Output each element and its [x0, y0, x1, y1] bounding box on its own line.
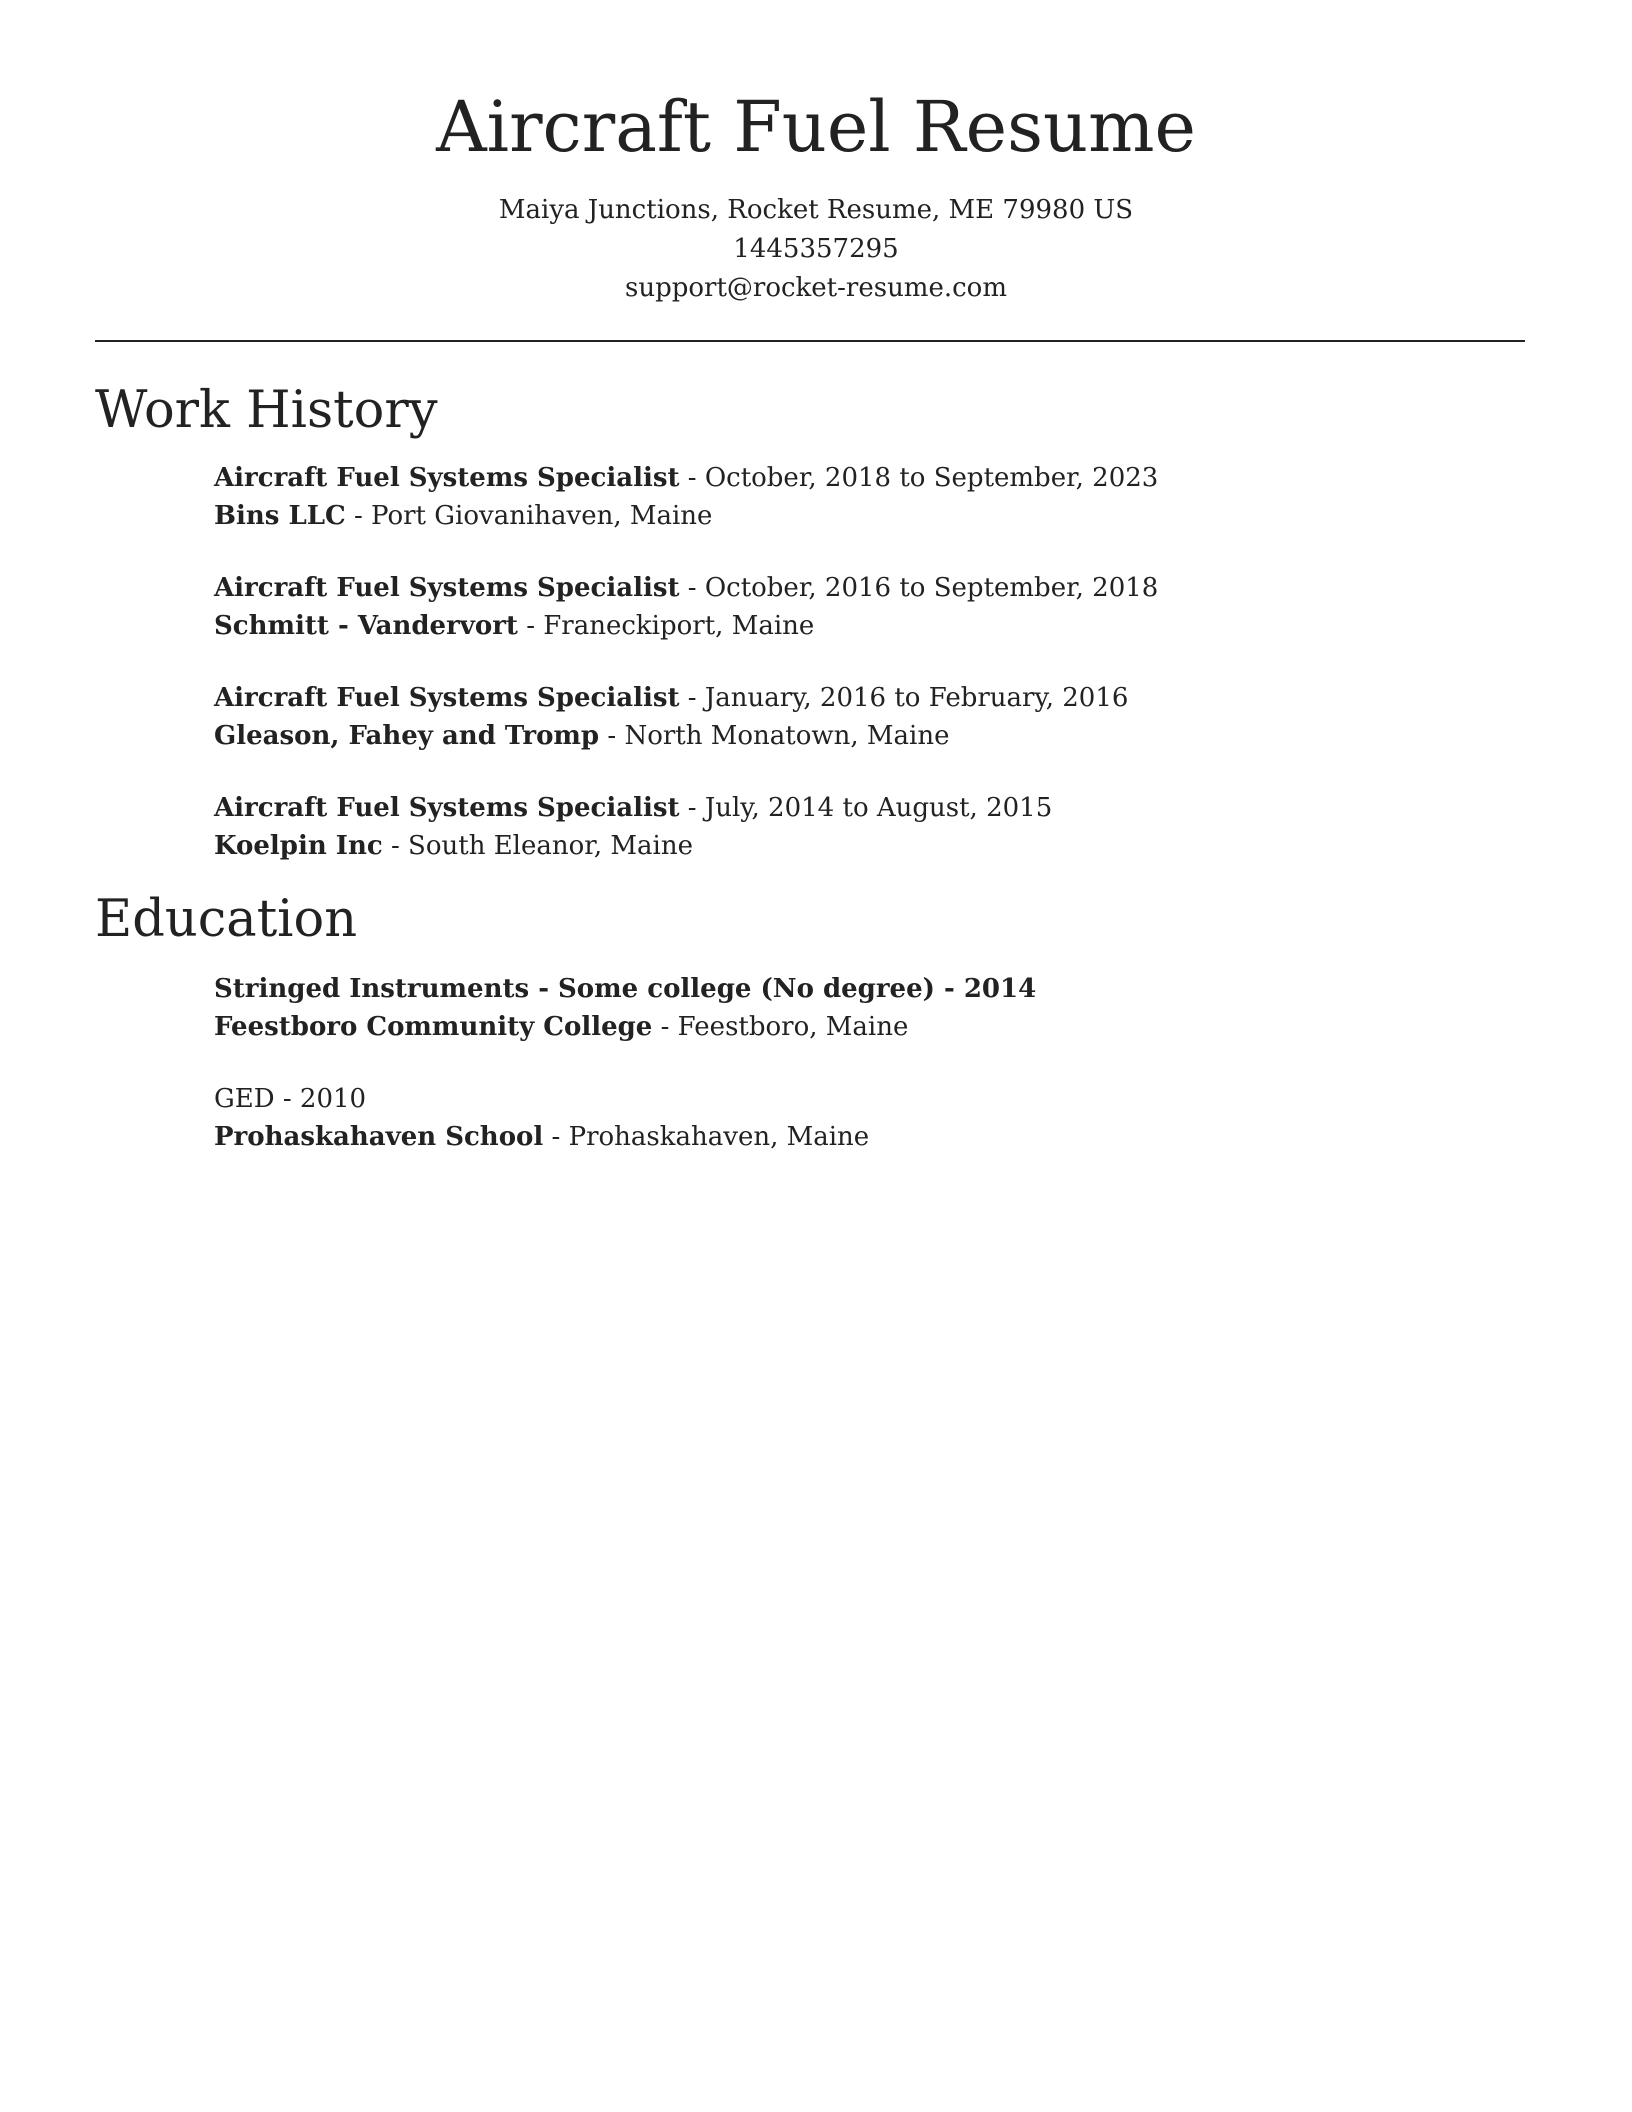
school-location: Feestboro, Maine	[677, 1012, 909, 1042]
school-location: Prohaskahaven, Maine	[568, 1122, 870, 1152]
degree-line: GED - 2010	[214, 1084, 367, 1114]
company-name: Gleason, Fahey and Tromp	[214, 721, 600, 751]
job-dates: October, 2016 to September, 2018	[704, 573, 1159, 603]
company-name: Koelpin Inc	[214, 831, 383, 861]
job-title: Aircraft Fuel Systems Specialist	[214, 573, 680, 603]
job-location: South Eleanor, Maine	[408, 831, 693, 861]
resume-title: Aircraft Fuel Resume	[436, 86, 1196, 168]
work-entry: Aircraft Fuel Systems Specialist - January, 2016 to February, 2016 Gleason, Fahey and Tromp - North Monatown, Maine	[214, 683, 1129, 751]
job-location: Port Giovanihaven, Maine	[371, 501, 713, 531]
phone: 1445357295	[733, 234, 899, 264]
work-entry: Aircraft Fuel Systems Specialist - July, 2014 to August, 2015 Koelpin Inc - South Eleanor, Maine	[214, 793, 1053, 861]
education-entry: Stringed Instruments - Some college (No degree) - 2014 Feestboro Community College - Feestboro, Maine	[214, 970, 1036, 1046]
job-title: Aircraft Fuel Systems Specialist	[214, 683, 680, 713]
contact-info	[0, 191, 1632, 308]
school-name: Feestboro Community College	[214, 1012, 653, 1042]
job-title: Aircraft Fuel Systems Specialist	[214, 793, 680, 823]
school-name: Prohaskahaven School	[214, 1122, 544, 1152]
degree-line: Stringed Instruments - Some college (No degree) - 2014	[214, 974, 1037, 1004]
company-name: Schmitt - Vandervort	[214, 611, 518, 641]
work-entry: Aircraft Fuel Systems Specialist - October, 2018 to September, 2023 Bins LLC - Port Giovanihaven, Maine	[214, 463, 1159, 531]
education-entry: GED - 2010 Prohaskahaven School - Prohaskahaven, Maine	[214, 1080, 869, 1156]
job-dates: October, 2018 to September, 2023	[704, 463, 1159, 493]
address: Maiya Junctions, Rocket Resume, ME 79980 US	[498, 195, 1134, 225]
job-dates: July, 2014 to August, 2015	[704, 793, 1053, 823]
email: support@rocket-resume.com	[624, 273, 1007, 303]
job-dates: January, 2016 to February, 2016	[704, 683, 1129, 713]
header-divider	[95, 340, 1525, 342]
job-location: North Monatown, Maine	[624, 721, 950, 751]
job-title: Aircraft Fuel Systems Specialist	[214, 463, 680, 493]
job-location: Franeckiport, Maine	[543, 611, 815, 641]
work-entry: Aircraft Fuel Systems Specialist - October, 2016 to September, 2018 Schmitt - Vandervort - Franeckiport, Maine	[214, 573, 1159, 641]
company-name: Bins LLC	[214, 501, 346, 531]
education-heading: Education	[95, 890, 358, 949]
work-history-heading: Work History	[95, 381, 438, 440]
